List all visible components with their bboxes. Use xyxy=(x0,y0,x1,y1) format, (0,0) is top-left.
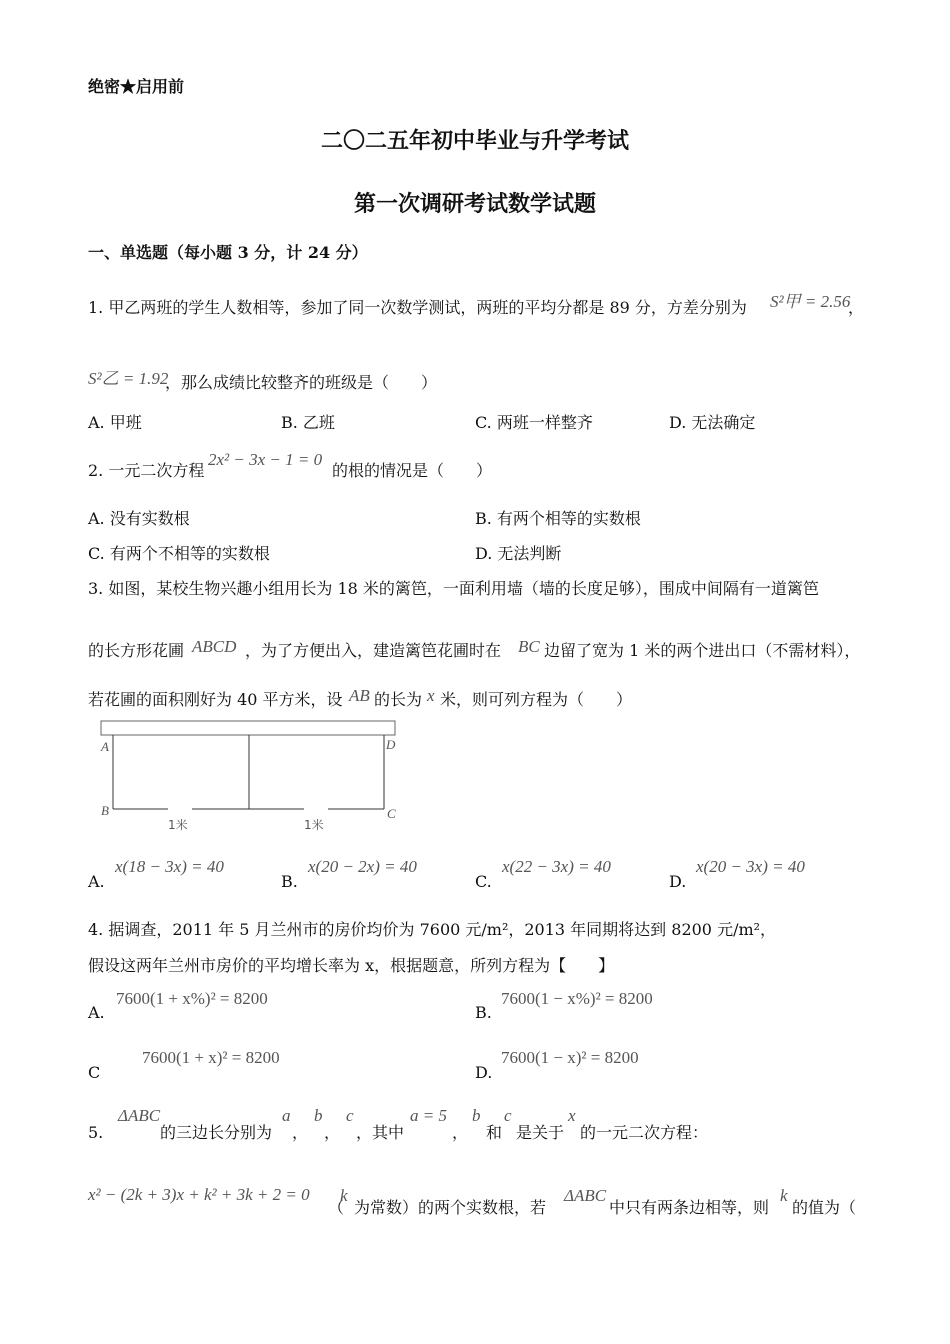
q5-paren: （ xyxy=(328,1198,345,1217)
q5-text-4: 是关于 xyxy=(516,1123,565,1142)
q2-option-b[interactable]: B. 有两个相等的实数根 xyxy=(475,509,641,528)
q3-bc: BC xyxy=(518,637,540,656)
q1-option-b[interactable]: B. 乙班 xyxy=(281,413,335,432)
q5-x: x xyxy=(568,1106,576,1125)
q1-formula-variance-a: S²甲 = 2.56 xyxy=(770,292,851,311)
exam-subtitle: 第一次调研考试数学试题 xyxy=(353,191,596,217)
q5-text-7: 为常数）的两个实数根，若 xyxy=(354,1198,547,1217)
q3-ab: AB xyxy=(349,686,370,705)
q5-text-2: ，其中 xyxy=(356,1123,405,1142)
q5-number: 5. xyxy=(88,1123,104,1142)
q4-option-b-label[interactable]: B. xyxy=(475,1003,492,1022)
q4-option-c-formula: 7600(1 + x)² = 8200 xyxy=(142,1048,280,1067)
q4-line2: 假设这两年兰州市房价的平均增长率为 x，根据题意，所列方程为【 】 xyxy=(88,956,615,975)
q1-question: ，那么成绩比较整齐的班级是（ ） xyxy=(165,373,438,392)
q5-triangle-2: ΔABC xyxy=(564,1186,607,1205)
q1-comma: ， xyxy=(848,298,865,317)
secret-label: 绝密★启用前 xyxy=(88,77,185,96)
q5-b-2: b xyxy=(472,1106,481,1125)
label-a: A xyxy=(101,739,109,754)
q5-a-equals-5: a = 5 xyxy=(410,1106,447,1125)
q3-line2-a: 的长方形花圃 xyxy=(88,641,185,660)
q3-garden-figure xyxy=(96,718,406,840)
q2-option-c[interactable]: C. 有两个不相等的实数根 xyxy=(88,544,270,563)
q5-k: k xyxy=(340,1186,348,1205)
q3-line3-a: 若花圃的面积刚好为 40 平方米，设 xyxy=(88,690,343,709)
label-b: B xyxy=(101,803,109,818)
q3-x: x xyxy=(427,686,435,705)
exam-title: 二〇二五年初中毕业与升学考试 xyxy=(320,128,629,154)
q3-option-d-label[interactable]: D. xyxy=(669,872,687,891)
q5-a: a xyxy=(282,1106,291,1125)
q1-option-c[interactable]: C. 两班一样整齐 xyxy=(475,413,593,432)
q2-option-a[interactable]: A. 没有实数根 xyxy=(88,509,190,528)
q1-option-a[interactable]: A. 甲班 xyxy=(88,413,142,432)
q3-option-b-label[interactable]: B. xyxy=(281,872,298,891)
q3-line2-b: ，为了方便出入，建造篱笆花圃时在 xyxy=(245,641,502,660)
q5-k-2: k xyxy=(780,1186,788,1205)
gap-label-1: 1米 xyxy=(168,818,188,832)
q5-text-8: 中只有两条边相等，则 xyxy=(609,1198,770,1217)
q5-b: b xyxy=(314,1106,323,1125)
q5-c: c xyxy=(346,1106,354,1125)
q4-option-a-formula: 7600(1 + x%)² = 8200 xyxy=(116,989,268,1008)
label-c: C xyxy=(387,806,396,821)
q5-text-1: 的三边长分别为 xyxy=(160,1123,273,1142)
q1-text: 1. 甲乙两班的学生人数相等，参加了同一次数学测试，两班的平均分都是 89 分，方差分别为 xyxy=(88,298,747,317)
gap-label-2: 1米 xyxy=(304,818,324,832)
section-heading: 一、单选题（每小题 3 分，计 24 分） xyxy=(88,243,368,262)
q3-option-a-formula: x(18 − 3x) = 40 xyxy=(115,857,224,876)
q4-option-d-formula: 7600(1 − x)² = 8200 xyxy=(501,1048,639,1067)
q3-option-d-formula: x(20 − 3x) = 40 xyxy=(696,857,805,876)
q2-equation: 2x² − 3x − 1 = 0 xyxy=(208,450,323,469)
q4-option-b-formula: 7600(1 − x%)² = 8200 xyxy=(501,989,653,1008)
q1-option-d[interactable]: D. 无法确定 xyxy=(669,413,756,432)
q4-option-c-label[interactable]: C xyxy=(88,1063,101,1082)
q2-option-d[interactable]: D. 无法判断 xyxy=(475,544,562,563)
q3-option-a-label[interactable]: A. xyxy=(88,872,105,891)
q3-option-c-label[interactable]: C. xyxy=(475,872,492,891)
q5-text-9: 的值为（ xyxy=(792,1198,857,1217)
q5-equation: x² − (2k + 3)x + k² + 3k + 2 = 0 xyxy=(88,1185,310,1204)
q2-question: 的根的情况是（ ） xyxy=(332,461,493,480)
q5-comma-2: ， xyxy=(324,1123,341,1142)
q5-c-2: c xyxy=(504,1106,512,1125)
q4-line1: 4. 据调查，2011 年 5 月兰州市的房价均价为 7600 元/m²，2013 年同期将达到 8200 元/m²， xyxy=(88,920,777,939)
q4-option-a-label[interactable]: A. xyxy=(88,1003,105,1022)
q5-comma-3: ， xyxy=(452,1123,469,1142)
q5-triangle: ΔABC xyxy=(118,1106,161,1125)
q2-text: 2. 一元二次方程 xyxy=(88,461,205,480)
q5-text-3: 和 xyxy=(486,1123,503,1142)
q1-formula-variance-b: S²乙 = 1.92 xyxy=(88,369,169,388)
q3-line1: 3. 如图，某校生物兴趣小组用长为 18 米的篱笆，一面利用墙（墙的长度足够），围成中间隔有一道篱笆 xyxy=(88,579,819,598)
q3-option-b-formula: x(20 − 2x) = 40 xyxy=(308,857,417,876)
q3-line3-b: 的长为 xyxy=(374,690,423,709)
label-d: D xyxy=(386,737,396,752)
q4-option-d-label[interactable]: D. xyxy=(475,1063,493,1082)
q5-comma-1: ， xyxy=(292,1123,309,1142)
q3-line2-c: 边留了宽为 1 米的两个进出口（不需材料）， xyxy=(544,641,861,660)
wall xyxy=(101,721,395,735)
q3-option-c-formula: x(22 − 3x) = 40 xyxy=(502,857,611,876)
q5-text-5: 的一元二次方程： xyxy=(580,1123,709,1142)
q3-abcd: ABCD xyxy=(192,637,237,656)
q3-line3-c: 米，则可列方程为（ ） xyxy=(440,690,633,709)
